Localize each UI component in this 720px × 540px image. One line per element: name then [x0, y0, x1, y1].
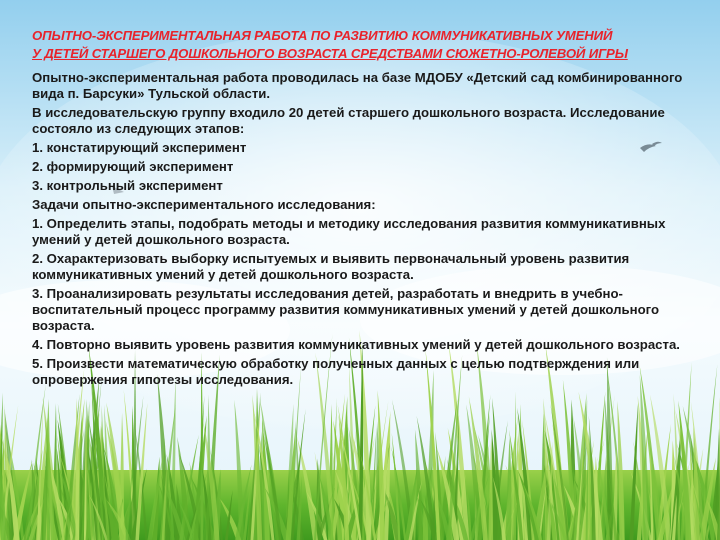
- stage-item: 3. контрольный эксперимент: [32, 178, 223, 193]
- task-item: 2. Охарактеризовать выборку испытуемых и выявить первоначальный уровень развития коммуникативных умений у детей дошкольного возраста.: [32, 251, 630, 282]
- title-line-2: У ДЕТЕЙ СТАРШЕГО ДОШКОЛЬНОГО ВОЗРАСТА СРЕДСТВАМИ СЮЖЕТНО-РОЛЕВОЙ ИГРЫ: [32, 46, 628, 61]
- paragraph: Опытно-экспериментальная работа проводилась на базе МДОБУ «Детский сад комбинированного вида п. Барсуки» Тульской области.: [32, 70, 683, 101]
- slide-body: [32, 70, 697, 391]
- stage-item: 2. формирующий эксперимент: [32, 159, 234, 174]
- paragraph: Задачи опытно-экспериментального исследования:: [32, 197, 376, 212]
- paragraph: В исследовательскую группу входило 20 детей старшего дошкольного возраста. Исследование состояло из следующих этапов:: [32, 105, 665, 136]
- task-item: 5. Произвести математическую обработку полученных данных с целью подтверждения или опровержения гипотезы исследования.: [32, 356, 640, 387]
- slide-title: [32, 27, 702, 63]
- task-item: 1. Определить этапы, подобрать методы и методику исследования развития коммуникативных умений у детей дошкольного возраста.: [32, 216, 666, 247]
- task-item: 4. Повторно выявить уровень развития коммуникативных умений у детей дошкольного возраста.: [32, 337, 680, 352]
- stage-item: 1. констатирующий эксперимент: [32, 140, 247, 155]
- title-line-1: ОПЫТНО-ЭКСПЕРИМЕНТАЛЬНАЯ РАБОТА ПО РАЗВИТИЮ КОММУНИКАТИВНЫХ УМЕНИЙ: [32, 28, 613, 43]
- task-item: 3. Проанализировать результаты исследования детей, разработать и внедрить в учебно-воспитательный процесс программу развития коммуникативных умений у детей дошкольного возраста.: [32, 286, 660, 333]
